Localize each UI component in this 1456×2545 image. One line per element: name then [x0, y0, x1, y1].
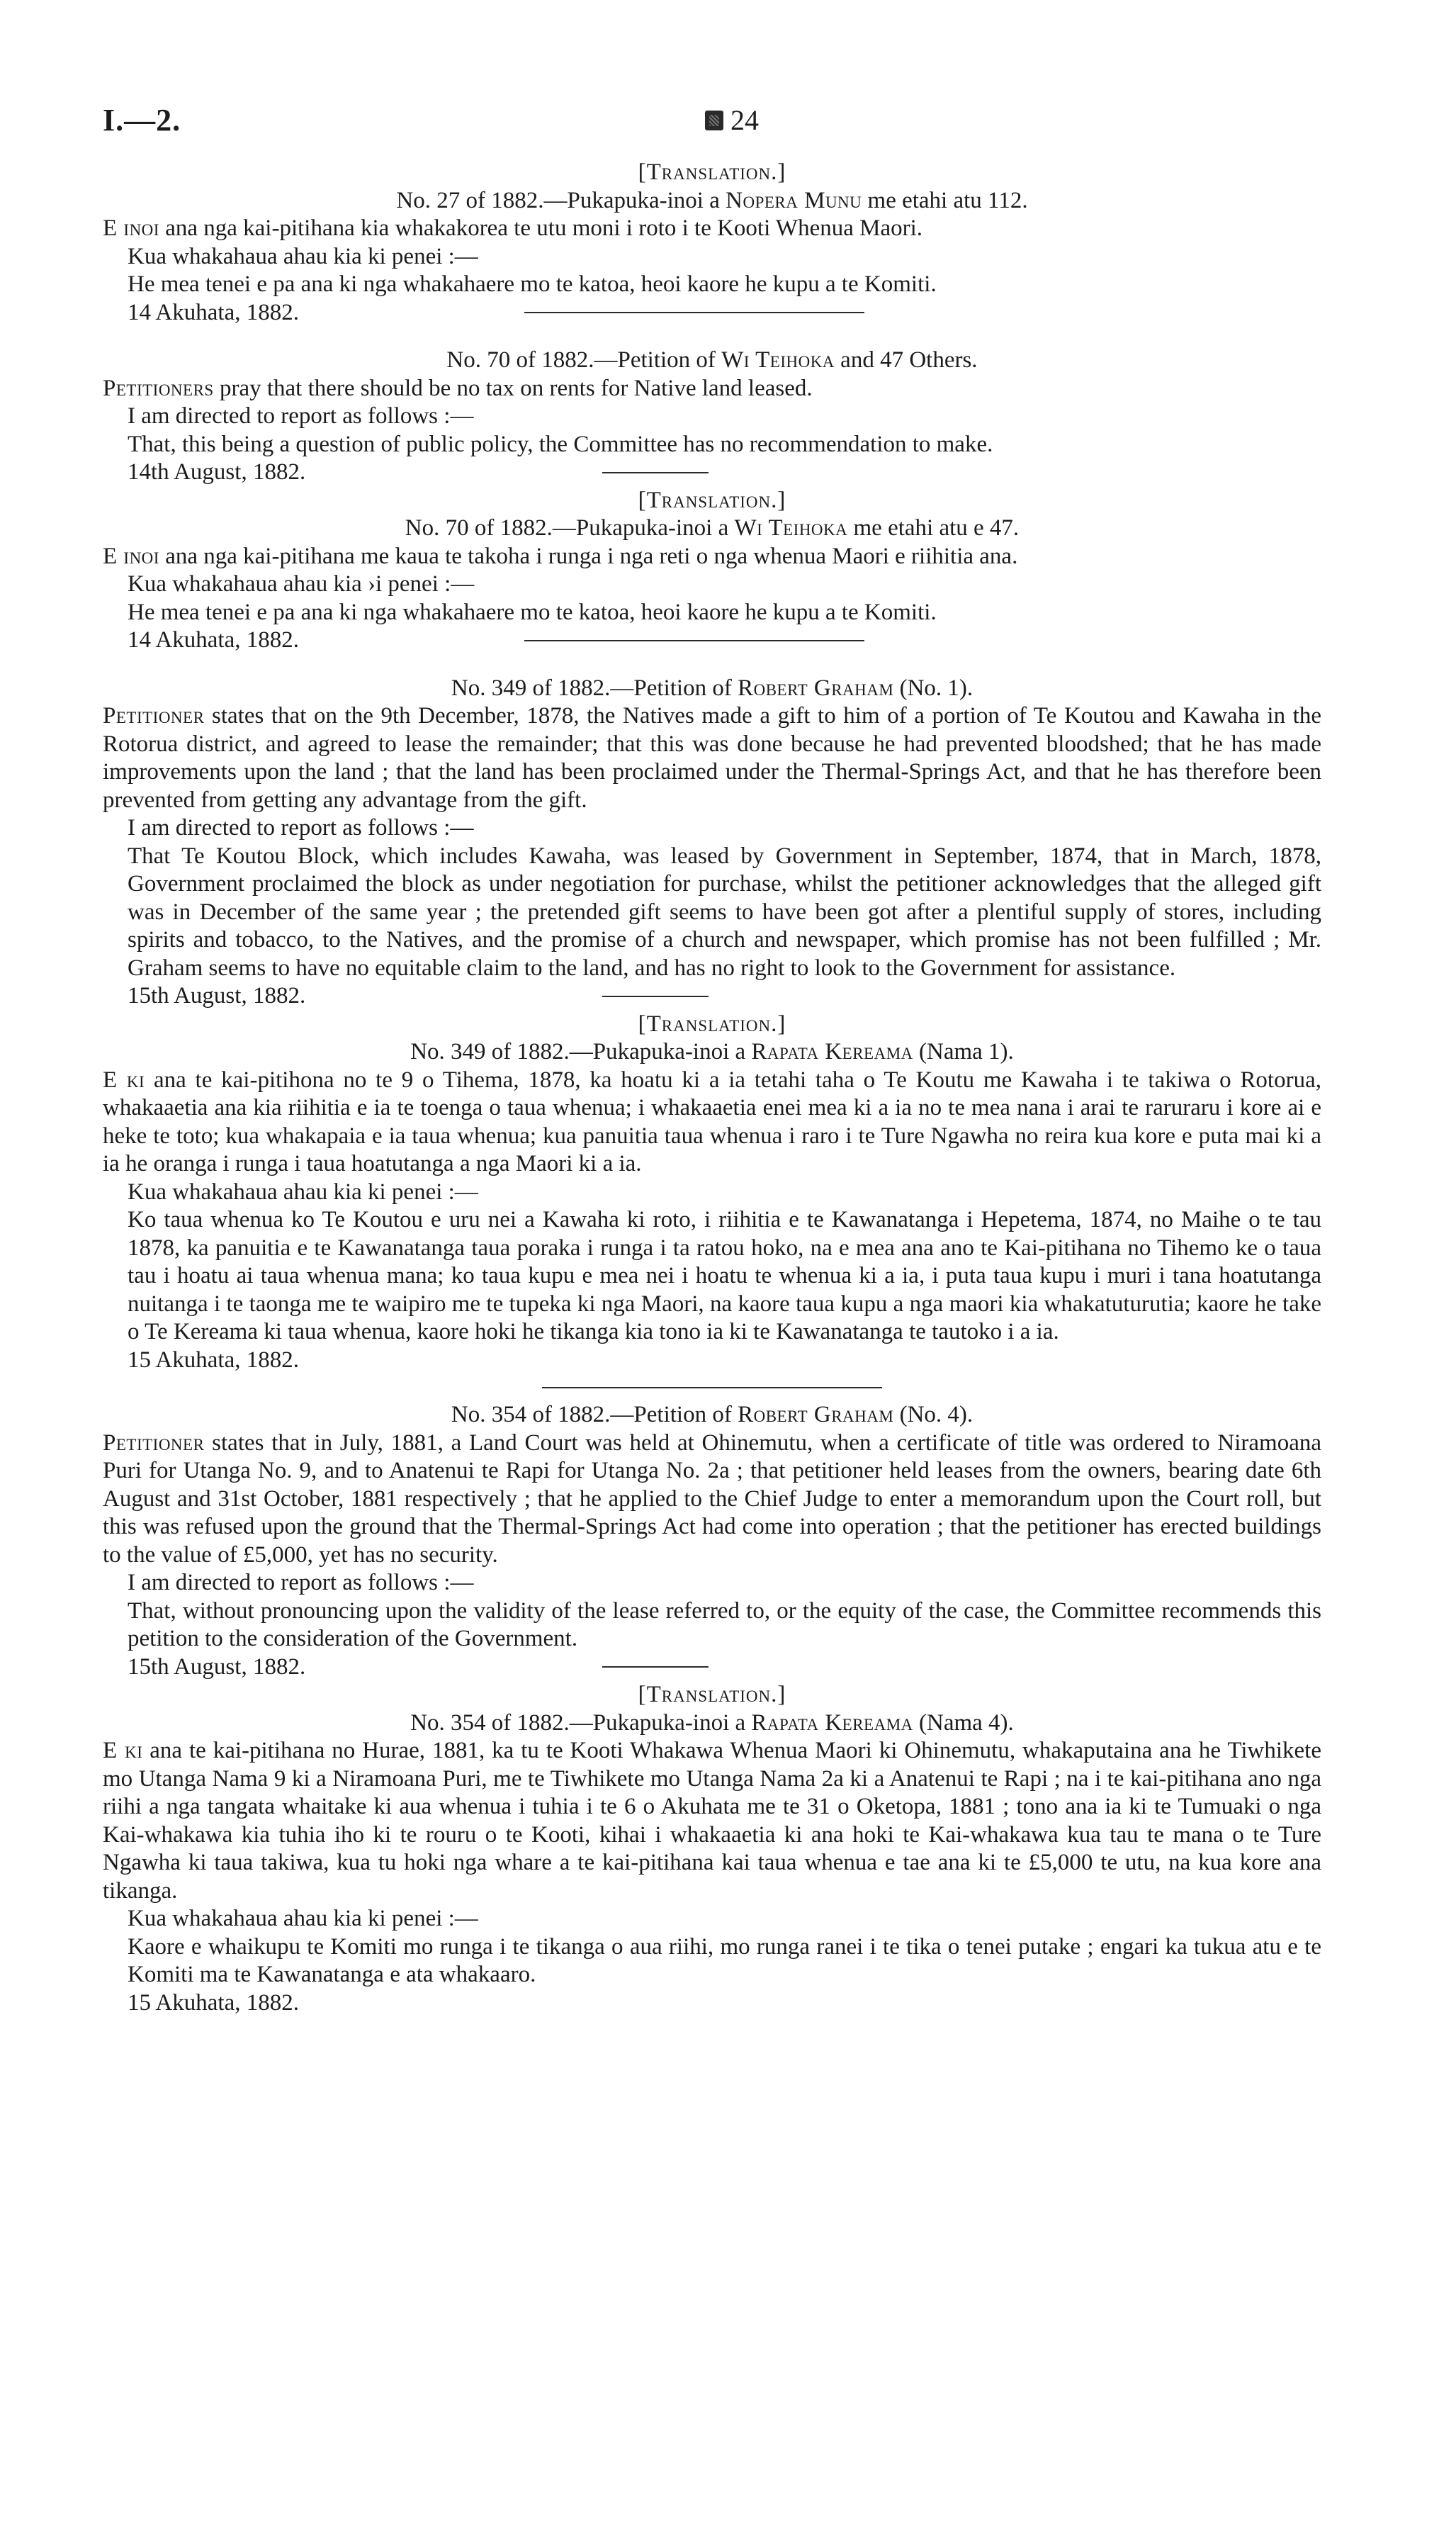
divider — [542, 1387, 882, 1388]
directed-line: I am directed to report as follows :— — [128, 403, 474, 429]
committee-report: That Te Koutou Block, which includes Kawaha, was leased by Government in September, 1874, that in March, 1878, Government proclaimed the block as under negotiation for purchase, whilst the petitioner acknowledges that the alleged gift was in December of the same year ; the pretended gift seems to have been got after a plentiful supply of stores, including spirits and tobacco, to the Natives, and the promise of a church and newspaper, which promise has not been fulfilled ; Mr. Graham seems to have no equitable claim to the land, and has no right to look to the Government for assistance. — [128, 843, 1321, 981]
directed-line: Kua whakahaua ahau kia ki penei :— — [128, 1906, 478, 1931]
summary-text: pray that there should be no tax on rents for Native land leased. — [213, 375, 813, 401]
heading-suffix: me etahi atu e 47. — [847, 515, 1020, 541]
report-date: 15th August, 1882. — [128, 983, 306, 1009]
lead-word: E ki — [103, 1738, 143, 1763]
summary-text: states that in July, 1881, a Land Court was held at Ohinemutu, when a certificate of title was ordered to Niramoana Puri for Utanga No. 9, and to Anatenui te Rapi for Utanga No. 2a ; that petitioner held leases from the owners, bearing date 6th August and 31st October, 1881 respectively ; that he applied to the Chief Judge to enter a memorandum upon the Court roll, but this was refused upon the ground that the Thermal-Springs Act had come into operation ; that the petitioner has erected buildings to the value of £5,000, yet has no security. — [103, 1429, 1321, 1568]
heading-prefix: No. 70 of 1882.—Pukapuka-inoi a — [405, 515, 735, 541]
directed-line: Kua whakahaua ahau kia ki penei :— — [128, 243, 478, 269]
seal-icon — [705, 111, 723, 130]
petition-heading — [103, 1038, 1321, 1067]
report-date: 15 Akuhata, 1882. — [128, 1989, 299, 2016]
committee-report: He mea tenei e pa ana ki nga whakahaere mo te katoa, heoi kaore he kupu a te Komiti. — [128, 599, 937, 625]
translation-label: [Translation.] — [638, 159, 786, 185]
divider — [524, 640, 864, 641]
directed-line: Kua whakahaua ahau kia ›i penei :— — [128, 571, 475, 597]
petitioner-name: Robert Graham — [738, 675, 894, 701]
lead-word: E inoi — [103, 543, 159, 569]
petition-heading — [103, 675, 1321, 703]
committee-report: Ko taua whenua ko Te Koutou e uru nei a Kawaha ki roto, i riihitia e te Kawanatanga i Hepetema, 1874, no Maihe o te tau 1878, ka panuitia e te Kawanatanga taua poraka i runga i ta ratou hoko, na e mea ana ano te Kai-pitihana no Tihemo ke o taua tau i hoatu ai taua whenua mana; ko taua kupu e mea nei i hoatu te whenua ki a ia, i puta taua kupu i muri i tana hoatutanga nuitanga i te taonga me te waipiro me te tupeka ki nga Maori, na kaore taua kupu a nga maori kia whakatuturutia; kaore he take o Te Kereama ki taua whenua, kaore hoki he tikanga kia tono ia ki te Kawanatanga te tautoko i a ia. — [128, 1207, 1321, 1344]
petitioner-name: Rapata Kereama — [751, 1039, 913, 1064]
petition-heading — [103, 1709, 1321, 1738]
translation-label: [Translation.] — [638, 487, 786, 513]
directed-line: I am directed to report as follows :— — [128, 815, 474, 841]
translation-label: [Translation.] — [638, 1682, 786, 1707]
petition-summary — [103, 1067, 1321, 1179]
summary-text: ana te kai-pitihona no te 9 o Tihema, 1878, ka hoatu ki a ia tetahi taha o Te Koutu me Kawaha i te takiwa o Rotorua, whakaaetia ana kia riihitia e ia te toenga o taua whenua; i whakaaetia enei mea ki a ia no te mea nana i arai te raruraru i kore ai e heke te toto; kua whakapaia e ia taua whenua; kua panuitia taua whenua i raro i te Ture Ngawha no reira kua kore e puta mai ki a ia he oranga i runga i taua hoatutanga a nga Maori ki a ia. — [103, 1067, 1321, 1176]
heading-suffix: (Nama 1). — [913, 1039, 1014, 1064]
report-date: 14 Akuhata, 1882. — [128, 627, 299, 653]
petition-summary — [103, 543, 1321, 571]
report-date: 14th August, 1882. — [128, 459, 306, 485]
committee-report: Kaore e whaikupu te Komiti mo runga i te tikanga o aua riihi, mo runga ranei i te tika o tenei putake ; engari ka tukua atu e te Komiti ma te Kawanatanga e ata whakaaro. — [128, 1933, 1321, 1987]
lead-word: E ki — [103, 1067, 145, 1093]
committee-report: That, this being a question of public policy, the Committee has no recommendation to make. — [128, 431, 993, 457]
petition-heading — [103, 515, 1321, 543]
lead-word: E inoi — [103, 215, 159, 241]
heading-suffix: and 47 Others. — [834, 347, 978, 373]
divider — [524, 312, 864, 313]
document-page — [103, 103, 1321, 2017]
committee-report: That, without pronouncing upon the validity of the lease referred to, or the equity of the case, the Committee recommends this petition to the consideration of the Government. — [128, 1597, 1321, 1651]
heading-prefix: No. 349 of 1882.—Pukapuka-inoi a — [410, 1039, 752, 1064]
divider — [602, 996, 709, 997]
summary-text: ana te kai-pitihana no Hurae, 1881, ka tu te Kooti Whakawa Whenua Maori ki Ohinemutu, whakaputaina ana he Tiwhikete mo Utanga Nama 9 ki a Niramoana Puri, me te Tiwhikete mo Utanga Nama 2a ki a Anatenui te Rapi ; na i te kai-pitihana ano nga riihi a nga tangata whaitake ki aua whenua i tuhia i te 6 o Akuhata me te 31 o Oketopa, 1881 ; tono ana ia ki te Tumuaki o nga Kai-whakawa kia tuhia iho ki te rouru o te Kooti, kihai i whakaaetia ki ana hoki te Kai-whakawa kua tau te mana o te Ture Ngawha ki taua takiwa, kua tu hoki nga whare a te kai-pitihana kai taua whenua e tae ana ki te £5,000 te utu, na kua kore ana tikanga. — [103, 1738, 1321, 1904]
petitioner-name: Nopera Munu — [726, 187, 862, 213]
heading-prefix: No. 354 of 1882.—Pukapuka-inoi a — [410, 1709, 752, 1736]
directed-line: Kua whakahaua ahau kia ki penei :— — [128, 1179, 478, 1205]
page-number: 24 — [730, 104, 759, 136]
summary-text: ana nga kai-pitihana kia whakakorea te utu moni i roto i te Kooti Whenua Maori. — [159, 215, 923, 241]
petition-summary — [103, 702, 1321, 814]
date-row — [103, 299, 1321, 327]
paper-reference: I.—2. — [103, 103, 181, 137]
lead-word: Petitioner — [103, 703, 205, 729]
lead-word: Petitioner — [103, 1429, 205, 1456]
date-row — [103, 1653, 1321, 1682]
petition-summary — [103, 215, 1321, 243]
date-row — [103, 459, 1321, 487]
heading-prefix: No. 349 of 1882.—Petition of — [451, 675, 738, 701]
report-date: 14 Akuhata, 1882. — [128, 299, 299, 325]
heading-suffix: (No. 1). — [893, 675, 974, 701]
petition-entry — [103, 1011, 1321, 1389]
divider — [602, 472, 709, 473]
petition-entry — [103, 1681, 1321, 2017]
summary-text: ana nga kai-pitihana me kaua te takoha i runga i nga reti o nga whenua Maori e riihitia ana. — [159, 543, 1018, 569]
translation-label: [Translation.] — [638, 1011, 786, 1037]
date-row — [103, 982, 1321, 1011]
petition-entry — [103, 159, 1321, 327]
petitioner-name: Wi Teihoka — [734, 515, 848, 541]
petitioner-name: Rapata Kereama — [751, 1709, 913, 1736]
petition-entry — [103, 1401, 1321, 1681]
directed-line: I am directed to report as follows :— — [128, 1570, 474, 1595]
petition-summary — [103, 1737, 1321, 1905]
petition-summary — [103, 375, 1321, 403]
page-header — [103, 103, 1321, 149]
petition-heading — [103, 347, 1321, 375]
petition-heading — [103, 1401, 1321, 1429]
petitioner-name: Wi Teihoka — [721, 347, 835, 373]
lead-word: Petitioners — [103, 375, 214, 401]
petition-entry — [103, 675, 1321, 1011]
summary-text: states that on the 9th December, 1878, the Natives made a gift to him of a portion of Te Koutou and Kawaha in the Rotorua district, and agreed to lease the remainder; that this was done because he had prevented bloodshed; that he has made improvements upon the land ; that the land has been proclaimed under the Thermal-Springs Act, and that he has therefore been prevented from getting any advantage from the gift. — [103, 703, 1321, 813]
petition-entry — [103, 487, 1321, 655]
committee-report: He mea tenei e pa ana ki nga whakahaere mo te katoa, heoi kaore he kupu a te Komiti. — [128, 271, 937, 297]
page-number-block — [705, 106, 759, 135]
petition-summary — [103, 1429, 1321, 1570]
petition-entry — [103, 347, 1321, 487]
report-date: 15th August, 1882. — [128, 1653, 306, 1680]
heading-suffix: me etahi atu 112. — [862, 187, 1028, 213]
petition-heading — [103, 187, 1321, 215]
heading-prefix: No. 354 of 1882.—Petition of — [451, 1402, 738, 1427]
heading-prefix: No. 27 of 1882.—Pukapuka-inoi a — [396, 187, 726, 213]
petitioner-name: Robert Graham — [738, 1402, 894, 1427]
heading-prefix: No. 70 of 1882.—Petition of — [446, 347, 722, 373]
heading-suffix: (Nama 4). — [913, 1709, 1014, 1736]
divider — [602, 1666, 709, 1668]
date-row — [103, 627, 1321, 655]
report-date: 15 Akuhata, 1882. — [128, 1347, 299, 1373]
heading-suffix: (No. 4). — [893, 1402, 974, 1427]
